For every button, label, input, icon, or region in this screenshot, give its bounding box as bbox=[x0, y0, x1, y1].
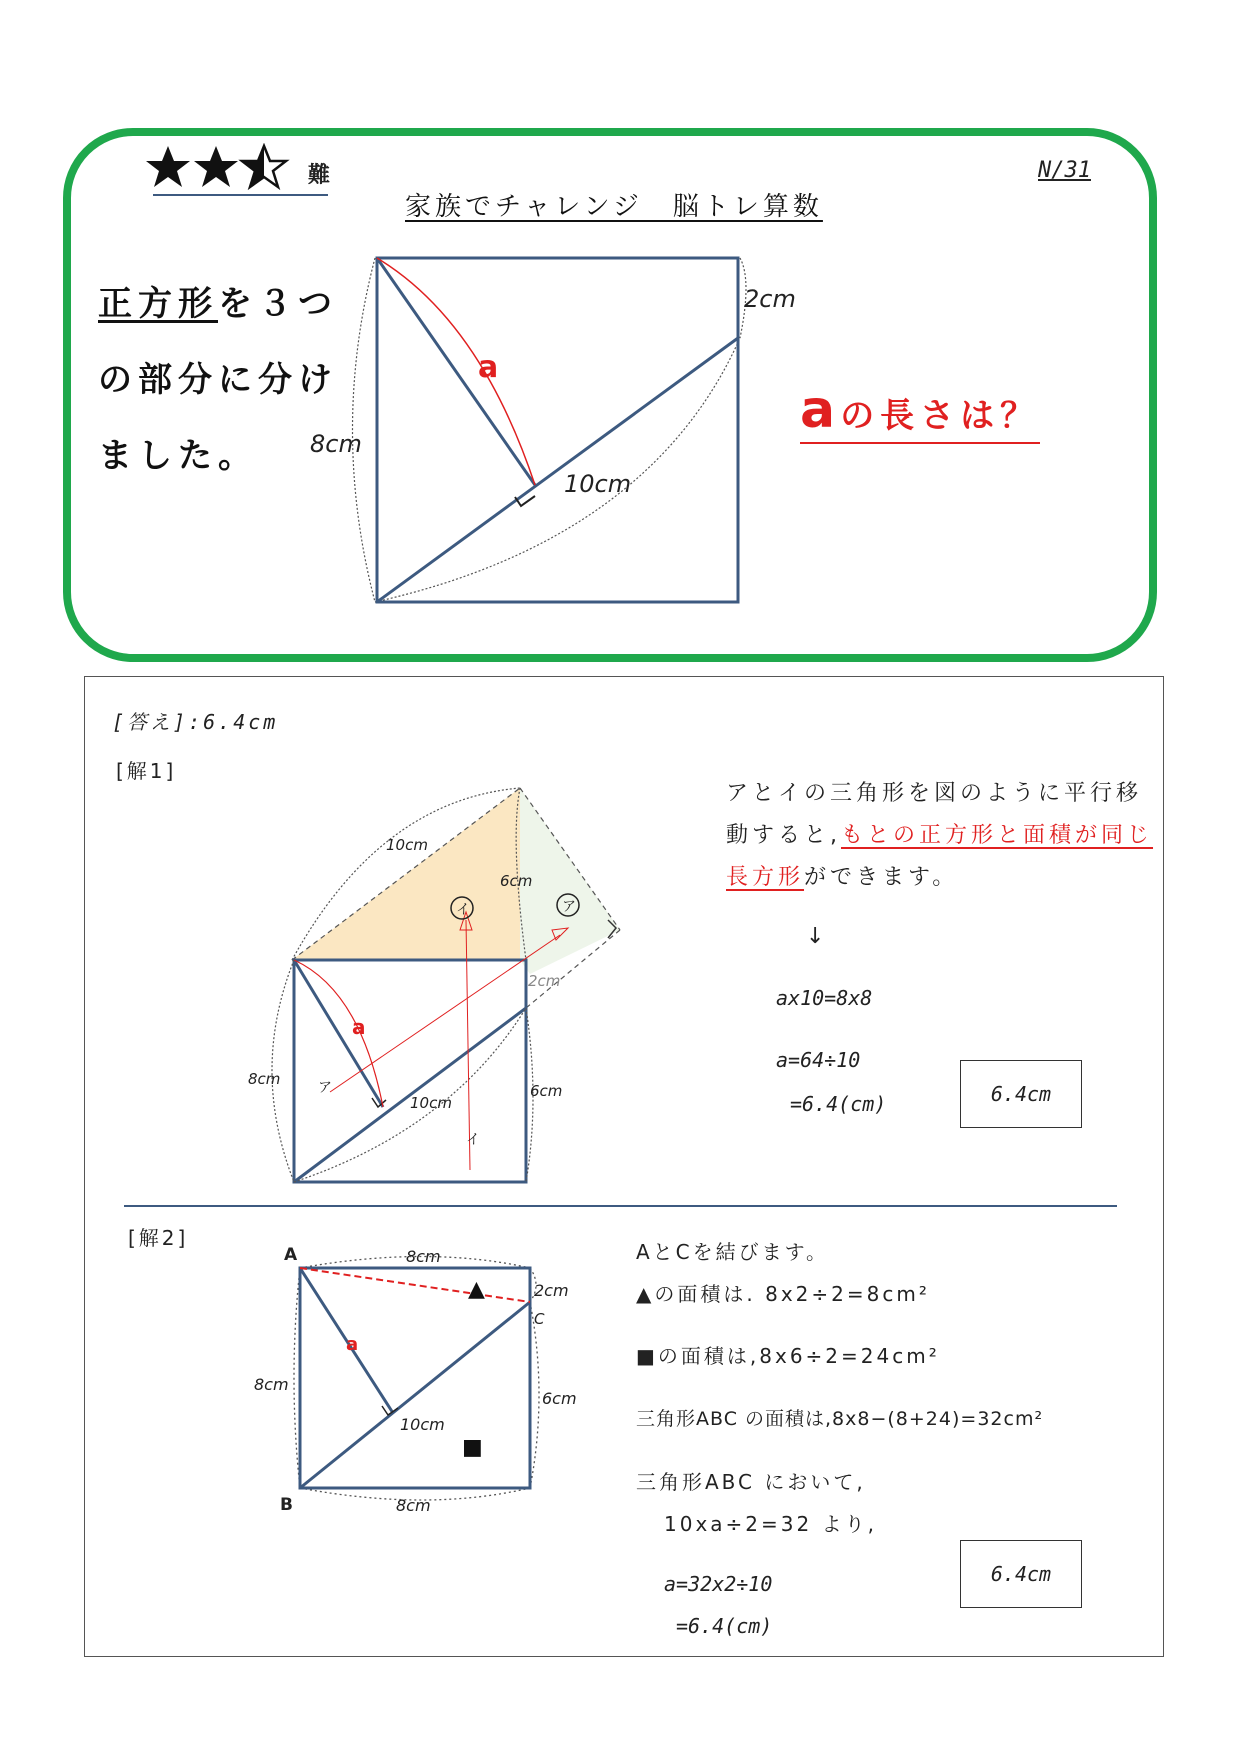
s2-label-A: A bbox=[284, 1245, 298, 1265]
s1-label-6cm: 6cm bbox=[530, 1082, 563, 1100]
s1-label-a: a bbox=[352, 1015, 366, 1039]
s2-diagonal bbox=[300, 1302, 530, 1488]
s1-label-ア: ア bbox=[318, 1080, 332, 1096]
s2-label-2cm: 2cm bbox=[534, 1281, 569, 1300]
s2-label-10cm: 10cm bbox=[400, 1415, 445, 1434]
stars-underline bbox=[153, 194, 328, 196]
fig-label-10cm: 10cm bbox=[564, 470, 632, 498]
square-icon: ■ bbox=[636, 1344, 658, 1368]
sol2-eq1: a=32x2÷10 bbox=[664, 1572, 773, 1596]
sol1-perp bbox=[294, 960, 383, 1107]
s1-label-8cm: 8cm bbox=[248, 1070, 281, 1088]
diagonal-segment bbox=[377, 338, 738, 602]
problem-text-line3: ました。 bbox=[98, 436, 258, 476]
sol1-eq2: a=64÷10 bbox=[776, 1048, 861, 1072]
s1-label-a-circled: ア bbox=[562, 899, 576, 915]
sol1-heading: [解1] bbox=[116, 759, 177, 783]
difficulty-label: 難 bbox=[308, 163, 331, 188]
sol1-desc-line3 bbox=[726, 860, 958, 891]
s2-label-8cm-bottom: 8cm bbox=[396, 1496, 431, 1515]
sol2-line1: AとCを結びます。 bbox=[636, 1240, 830, 1264]
sol2-line2-text: の面積は. 8x2÷2=8cm² bbox=[654, 1282, 930, 1306]
problem-text-line1-rest: を３つ bbox=[218, 284, 338, 324]
s2-label-a: a bbox=[346, 1334, 359, 1355]
difficulty-stars bbox=[146, 143, 296, 197]
sol1-eq3: =6.4(cm) bbox=[790, 1092, 887, 1116]
s2-label-B: B bbox=[280, 1495, 293, 1515]
sol2-line3 bbox=[636, 1340, 940, 1369]
s2-square bbox=[300, 1268, 530, 1488]
sol1-eq1: ax10=8x8 bbox=[776, 986, 873, 1010]
sol1-figure bbox=[230, 780, 630, 1190]
problem-number: N/31 bbox=[1038, 158, 1091, 183]
s1-label-イ: イ bbox=[466, 1132, 480, 1148]
sol1-desc-line3-red: 長方形 bbox=[726, 865, 805, 890]
question-a: a bbox=[800, 380, 836, 440]
s2-triangle-mark: ▲ bbox=[468, 1277, 485, 1302]
s1-label-2cm: 2cm bbox=[528, 972, 561, 990]
star-rating-icon bbox=[146, 143, 296, 193]
fig-label-2cm: 2cm bbox=[744, 285, 796, 313]
question bbox=[800, 380, 1040, 444]
sol1-desc-line2 bbox=[726, 818, 1153, 849]
problem-square-word: 正方形 bbox=[98, 284, 218, 324]
sol1-answer-box: 6.4cm bbox=[960, 1060, 1082, 1128]
sol2-line4: 三角形ABC の面積は,8x8−(8+24)=32cm² bbox=[636, 1408, 1044, 1430]
triangle-icon: ▲ bbox=[636, 1282, 655, 1306]
solution-divider bbox=[124, 1205, 1117, 1207]
page-title: 家族でチャレンジ 脳トレ算数 bbox=[405, 192, 823, 222]
sol2-line6: 10xa÷2=32 より, bbox=[664, 1512, 877, 1536]
moved-triangle-i bbox=[292, 788, 520, 960]
s1-label-6cm-top: 6cm bbox=[500, 872, 533, 890]
sol2-answer-box: 6.4cm bbox=[960, 1540, 1082, 1608]
sol1-desc-line2-red: もとの正方形と面積が同じ bbox=[841, 823, 1154, 848]
sol1-square bbox=[294, 960, 526, 1182]
fig-label-8cm: 8cm bbox=[310, 430, 362, 458]
s1-label-10cm-top: 10cm bbox=[386, 836, 428, 854]
s1-label-i-circled: イ bbox=[456, 902, 470, 918]
perpendicular-a bbox=[377, 258, 535, 485]
problem-figure bbox=[290, 240, 830, 620]
problem-text-line2: の部分に分け bbox=[98, 360, 338, 400]
sol2-line5: 三角形ABC において, bbox=[636, 1470, 866, 1494]
sol1-desc-line2-a: 動すると, bbox=[726, 823, 841, 848]
fig-label-a: a bbox=[478, 350, 499, 385]
sol2-line2 bbox=[636, 1278, 930, 1307]
s2-label-C: C bbox=[534, 1310, 545, 1328]
sol1-down-arrow: ↓ bbox=[806, 924, 825, 949]
sol2-heading: [解2] bbox=[128, 1226, 189, 1250]
moved-triangle-a bbox=[520, 788, 620, 974]
sol1-desc-line1: アとイの三角形を図のように平行移 bbox=[726, 781, 1143, 806]
answer-line: [答え]:6.4cm bbox=[112, 710, 279, 734]
sol1-desc-line3-rest: ができます。 bbox=[804, 865, 959, 890]
s2-label-8cm-top: 8cm bbox=[406, 1247, 441, 1266]
sol2-line3-text: の面積は,8x6÷2=24cm² bbox=[657, 1344, 940, 1368]
s2-line-AC bbox=[300, 1268, 530, 1302]
s2-label-8cm-left: 8cm bbox=[254, 1375, 289, 1394]
s1-label-10cm: 10cm bbox=[410, 1094, 452, 1112]
s2-label-6cm: 6cm bbox=[542, 1389, 577, 1408]
sol2-figure bbox=[248, 1240, 598, 1530]
sol2-eq2: =6.4(cm) bbox=[676, 1614, 773, 1638]
question-rest: の長さは？ bbox=[840, 396, 1041, 436]
s2-square-mark: ■ bbox=[462, 1435, 483, 1460]
